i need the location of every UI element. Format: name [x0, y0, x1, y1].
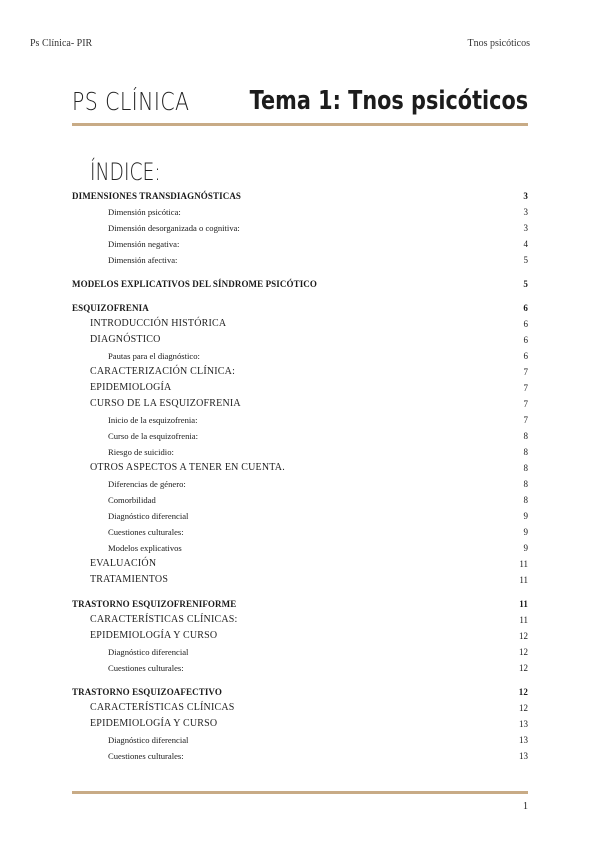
toc-entry-page: 12	[519, 663, 528, 673]
running-header-left: Ps Clínica- PIR	[30, 38, 93, 49]
toc-entry-label: Dimensión desorganizada o cognitiva:	[108, 223, 240, 233]
toc-entry-label: DIAGNÓSTICO	[90, 334, 161, 345]
toc-entry-level-1[interactable]	[72, 596, 528, 612]
table-of-contents	[72, 188, 528, 764]
toc-entry-page: 7	[523, 383, 528, 393]
toc-entry-page: 13	[519, 751, 528, 761]
toc-entry-label: Diferencias de género:	[108, 479, 186, 489]
toc-entry-level-2[interactable]	[72, 700, 528, 716]
toc-entry-label: Dimensión psicótica:	[108, 207, 181, 217]
toc-entry-label: Dimensión negativa:	[108, 239, 180, 249]
toc-entry-page: 6	[523, 351, 528, 361]
toc-spacer	[72, 292, 528, 300]
toc-entry-level-3[interactable]	[72, 660, 528, 676]
toc-entry-label: TRASTORNO ESQUIZOAFECTIVO	[72, 687, 222, 697]
toc-entry-label: CARACTERÍSTICAS CLÍNICAS:	[90, 614, 238, 625]
toc-entry-level-2[interactable]	[72, 380, 528, 396]
toc-spacer	[72, 588, 528, 596]
toc-entry-level-3[interactable]	[72, 748, 528, 764]
running-header-right: Tnos psicóticos	[467, 38, 530, 49]
toc-entry-label: TRATAMIENTOS	[90, 574, 169, 585]
toc-entry-label: MODELOS EXPLICATIVOS DEL SÍNDROME PSICÓTICO	[72, 279, 317, 289]
document-title-bar	[72, 82, 528, 116]
toc-entry-label: Comorbilidad	[108, 495, 156, 505]
toc-entry-page: 12	[519, 703, 528, 713]
page-number: 1	[523, 801, 528, 812]
toc-entry-page: 9	[523, 527, 528, 537]
toc-spacer	[72, 676, 528, 684]
toc-entry-level-3[interactable]	[72, 220, 528, 236]
toc-entry-page: 13	[519, 735, 528, 745]
toc-entry-level-3[interactable]	[72, 732, 528, 748]
toc-entry-page: 12	[518, 687, 528, 697]
toc-entry-page: 8	[523, 431, 528, 441]
toc-entry-level-2[interactable]	[72, 572, 528, 588]
topic-title: Tema 1: Tnos psicóticos	[249, 86, 528, 116]
toc-entry-level-1[interactable]	[72, 188, 528, 204]
toc-entry-level-3[interactable]	[72, 412, 528, 428]
toc-entry-label: Diagnóstico diferencial	[108, 511, 189, 521]
toc-entry-level-3[interactable]	[72, 492, 528, 508]
toc-entry-level-3[interactable]	[72, 508, 528, 524]
toc-entry-label: EPIDEMIOLOGÍA Y CURSO	[90, 718, 218, 729]
toc-entry-page: 11	[519, 599, 528, 609]
toc-entry-level-1[interactable]	[72, 300, 528, 316]
toc-entry-level-2[interactable]	[72, 332, 528, 348]
toc-entry-label: OTROS ASPECTOS A TENER EN CUENTA.	[90, 462, 285, 473]
toc-entry-page: 5	[523, 279, 528, 289]
toc-entry-level-3[interactable]	[72, 204, 528, 220]
toc-entry-level-2[interactable]	[72, 612, 528, 628]
bottom-divider	[72, 791, 528, 794]
toc-entry-page: 13	[519, 719, 528, 729]
toc-entry-label: Curso de la esquizofrenia:	[108, 431, 198, 441]
toc-entry-label: Cuestiones culturales:	[108, 663, 184, 673]
toc-entry-page: 7	[523, 367, 528, 377]
toc-entry-page: 12	[519, 631, 528, 641]
toc-entry-level-3[interactable]	[72, 476, 528, 492]
toc-entry-page: 7	[523, 399, 528, 409]
toc-entry-label: EPIDEMIOLOGÍA	[90, 382, 172, 393]
toc-entry-label: DIMENSIONES TRANSDIAGNÓSTICAS	[72, 191, 242, 201]
toc-entry-label: Riesgo de suicidio:	[108, 447, 174, 457]
toc-entry-level-2[interactable]	[72, 556, 528, 572]
toc-entry-label: EVALUACIÓN	[90, 558, 157, 569]
toc-entry-level-1[interactable]	[72, 276, 528, 292]
index-heading: ÍNDICE:	[90, 158, 161, 186]
toc-entry-label: Cuestiones culturales:	[108, 527, 184, 537]
toc-entry-page: 11	[519, 559, 528, 569]
toc-entry-level-3[interactable]	[72, 236, 528, 252]
toc-entry-level-3[interactable]	[72, 524, 528, 540]
toc-entry-level-3[interactable]	[72, 540, 528, 556]
toc-entry-level-2[interactable]	[72, 316, 528, 332]
toc-entry-page: 4	[523, 239, 528, 249]
toc-entry-label: CURSO DE LA ESQUIZOFRENIA	[90, 398, 241, 409]
toc-spacer	[72, 268, 528, 276]
toc-entry-label: CARACTERIZACIÓN CLÍNICA:	[90, 366, 236, 377]
toc-entry-level-3[interactable]	[72, 428, 528, 444]
toc-entry-level-3[interactable]	[72, 348, 528, 364]
toc-entry-level-2[interactable]	[72, 460, 528, 476]
toc-entry-page: 9	[523, 543, 528, 553]
toc-entry-label: INTRODUCCIÓN HISTÓRICA	[90, 318, 227, 329]
toc-entry-label: Modelos explicativos	[108, 543, 182, 553]
toc-entry-level-2[interactable]	[72, 716, 528, 732]
toc-entry-level-2[interactable]	[72, 364, 528, 380]
toc-entry-level-3[interactable]	[72, 644, 528, 660]
toc-entry-label: Inicio de la esquizofrenia:	[108, 415, 198, 425]
toc-entry-level-1[interactable]	[72, 684, 528, 700]
toc-entry-page: 8	[523, 479, 528, 489]
top-divider	[72, 123, 528, 126]
toc-entry-label: Dimensión afectiva:	[108, 255, 178, 265]
toc-entry-label: Diagnóstico diferencial	[108, 735, 189, 745]
toc-entry-page: 6	[523, 319, 528, 329]
toc-entry-level-2[interactable]	[72, 396, 528, 412]
toc-entry-page: 11	[519, 615, 528, 625]
toc-entry-page: 5	[523, 255, 528, 265]
toc-entry-page: 12	[519, 647, 528, 657]
toc-entry-page: 8	[523, 495, 528, 505]
toc-entry-label: TRASTORNO ESQUIZOFRENIFORME	[72, 599, 237, 609]
toc-entry-page: 9	[523, 511, 528, 521]
toc-entry-page: 11	[519, 575, 528, 585]
toc-entry-page: 6	[523, 303, 528, 313]
toc-entry-label: Diagnóstico diferencial	[108, 647, 189, 657]
toc-entry-label: Cuestiones culturales:	[108, 751, 184, 761]
toc-entry-label: ESQUIZOFRENIA	[72, 303, 149, 313]
toc-entry-page: 6	[523, 335, 528, 345]
toc-entry-level-2[interactable]	[72, 628, 528, 644]
toc-entry-level-3[interactable]	[72, 252, 528, 268]
toc-entry-page: 7	[523, 415, 528, 425]
toc-entry-page: 3	[523, 223, 528, 233]
toc-entry-level-3[interactable]	[72, 444, 528, 460]
toc-entry-page: 3	[523, 191, 528, 201]
toc-entry-page: 8	[523, 447, 528, 457]
toc-entry-page: 8	[523, 463, 528, 473]
toc-entry-label: EPIDEMIOLOGÍA Y CURSO	[90, 630, 218, 641]
subject-title: PS CLÍNICA	[72, 87, 190, 116]
toc-entry-label: CARACTERÍSTICAS CLÍNICAS	[90, 702, 235, 713]
toc-entry-label: Pautas para el diagnóstico:	[108, 351, 200, 361]
toc-entry-page: 3	[523, 207, 528, 217]
